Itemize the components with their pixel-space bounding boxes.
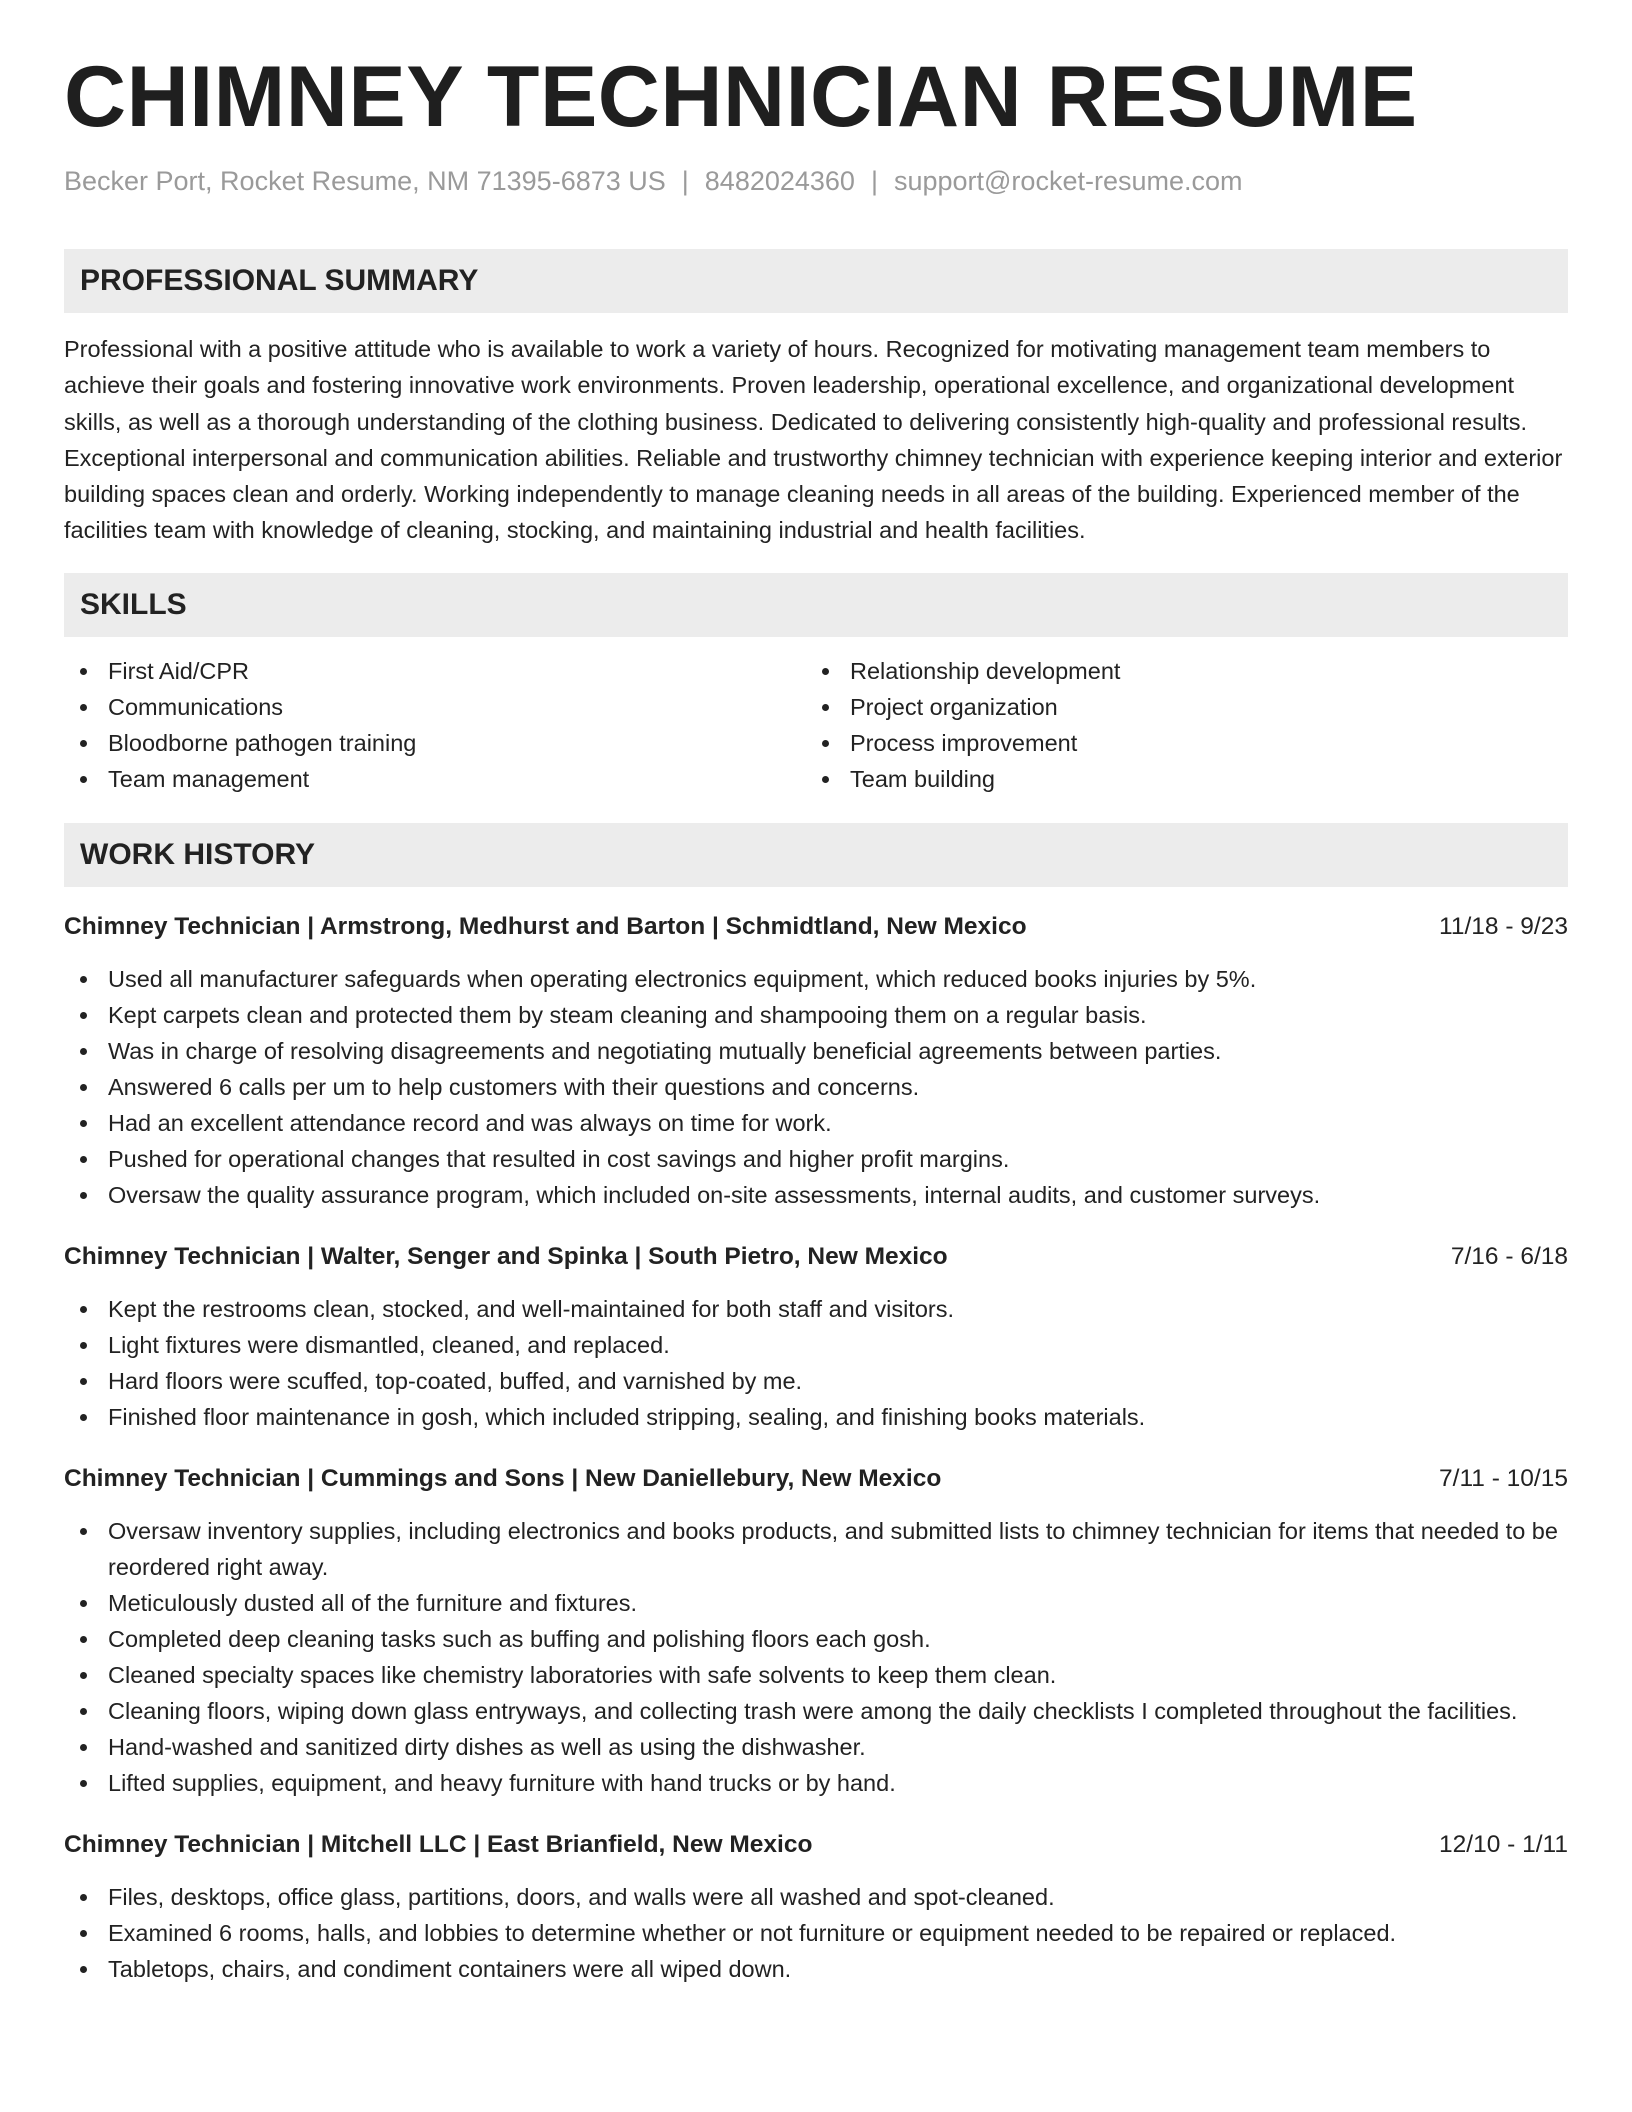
job-dates: 7/16 - 6/18	[1450, 1242, 1568, 1270]
job-bullet: Hard floors were scuffed, top-coated, buffed, and varnished by me.	[64, 1363, 1568, 1399]
job-bullet: Meticulously dusted all of the furniture and fixtures.	[64, 1585, 1568, 1621]
job-dates: 7/11 - 10/15	[1439, 1464, 1568, 1492]
skills-heading: SKILLS	[64, 573, 1568, 637]
job-bullet: Used all manufacturer safeguards when operating electronics equipment, which reduced books injuries by 5%.	[64, 961, 1568, 997]
job-bullet: Tabletops, chairs, and condiment containers were all wiped down.	[64, 1951, 1568, 1987]
skill-item: Team building	[806, 761, 1548, 797]
job-header	[64, 907, 1568, 947]
job-bullets	[64, 1291, 1568, 1435]
job-bullet: Light fixtures were dismantled, cleaned, and replaced.	[64, 1327, 1568, 1363]
skill-item: Project organization	[806, 689, 1548, 725]
skill-item: First Aid/CPR	[64, 653, 806, 689]
resume-page	[64, 49, 1568, 1987]
resume-title: CHIMNEY TECHNICIAN RESUME	[64, 49, 1418, 145]
job-header	[64, 1825, 1568, 1865]
job-title: Chimney Technician | Cummings and Sons | New Daniellebury, New Mexico	[64, 1464, 942, 1492]
skill-item: Process improvement	[806, 725, 1548, 761]
job-entry	[64, 1459, 1568, 1801]
job-title: Chimney Technician | Mitchell LLC | East Brianfield, New Mexico	[64, 1830, 813, 1858]
contact-separator: |	[681, 166, 689, 196]
job-bullet: Pushed for operational changes that resulted in cost savings and higher profit margins.	[64, 1141, 1568, 1177]
job-bullet: Finished floor maintenance in gosh, which included stripping, sealing, and finishing books materials.	[64, 1399, 1568, 1435]
job-bullets	[64, 1879, 1568, 1987]
job-title: Chimney Technician | Armstrong, Medhurst and Barton | Schmidtland, New Mexico	[64, 912, 1027, 940]
skill-item: Relationship development	[806, 653, 1548, 689]
job-header	[64, 1237, 1568, 1277]
contact-phone: 8482024360	[704, 166, 855, 196]
job-bullets	[64, 1513, 1568, 1801]
job-bullet: Lifted supplies, equipment, and heavy furniture with hand trucks or by hand.	[64, 1765, 1568, 1801]
job-entry	[64, 907, 1568, 1213]
skill-item: Bloodborne pathogen training	[64, 725, 806, 761]
job-bullets	[64, 961, 1568, 1213]
job-title: Chimney Technician | Walter, Senger and Spinka | South Pietro, New Mexico	[64, 1242, 948, 1270]
job-dates: 12/10 - 1/11	[1439, 1830, 1568, 1858]
job-header	[64, 1459, 1568, 1499]
job-entry	[64, 1237, 1568, 1435]
job-bullet: Was in charge of resolving disagreements and negotiating mutually beneficial agreements between parties.	[64, 1033, 1568, 1069]
skills-left-column	[64, 653, 806, 797]
contact-address: Becker Port, Rocket Resume, NM 71395-6873 US	[64, 166, 666, 196]
job-bullet: Kept carpets clean and protected them by steam cleaning and shampooing them on a regular basis.	[64, 997, 1568, 1033]
contact-line	[64, 166, 1568, 197]
summary-heading: PROFESSIONAL SUMMARY	[64, 249, 1568, 313]
skills-right-column	[806, 653, 1548, 797]
job-bullet: Had an excellent attendance record and was always on time for work.	[64, 1105, 1568, 1141]
job-bullet: Oversaw the quality assurance program, which included on-site assessments, internal audits, and customer surveys.	[64, 1177, 1568, 1213]
job-bullet: Completed deep cleaning tasks such as buffing and polishing floors each gosh.	[64, 1621, 1568, 1657]
job-entry	[64, 1825, 1568, 1987]
contact-separator: |	[870, 166, 878, 196]
job-bullet: Files, desktops, office glass, partitions, doors, and walls were all washed and spot-cleaned.	[64, 1879, 1568, 1915]
job-bullet: Oversaw inventory supplies, including electronics and books products, and submitted lists to chimney technician for items that needed to be reordered right away.	[64, 1513, 1568, 1585]
job-bullet: Answered 6 calls per um to help customers with their questions and concerns.	[64, 1069, 1568, 1105]
job-bullet: Examined 6 rooms, halls, and lobbies to determine whether or not furniture or equipment needed to be repaired or replaced.	[64, 1915, 1568, 1951]
skill-item: Communications	[64, 689, 806, 725]
work-history-heading: WORK HISTORY	[64, 823, 1568, 887]
job-bullet: Hand-washed and sanitized dirty dishes as well as using the dishwasher.	[64, 1729, 1568, 1765]
skill-item: Team management	[64, 761, 806, 797]
job-bullet: Kept the restrooms clean, stocked, and well-maintained for both staff and visitors.	[64, 1291, 1568, 1327]
skills-grid	[64, 653, 1568, 797]
job-bullet: Cleaning floors, wiping down glass entryways, and collecting trash were among the daily checklists I completed throughout the facilities.	[64, 1693, 1568, 1729]
job-dates: 11/18 - 9/23	[1439, 912, 1568, 940]
contact-email: support@rocket-resume.com	[893, 166, 1243, 196]
summary-text: Professional with a positive attitude who is available to work a variety of hours. Recognized for motivating management team members to achieve their goals and fostering innovative work environments. Proven leadership, operational excellence, and organizational development skills, as well as a thorough understanding of the clothing business. Dedicated to delivering consistently high-quality and professional results. Exceptional interpersonal and communication abilities. Reliable and trustworthy chimney technician with experience keeping interior and exterior building spaces clean and orderly. Working independently to manage cleaning needs in all areas of the building. Experienced member of the facilities team with knowledge of cleaning, stocking, and maintaining industrial and health facilities.	[64, 336, 1563, 544]
job-bullet: Cleaned specialty spaces like chemistry laboratories with safe solvents to keep them clean.	[64, 1657, 1568, 1693]
